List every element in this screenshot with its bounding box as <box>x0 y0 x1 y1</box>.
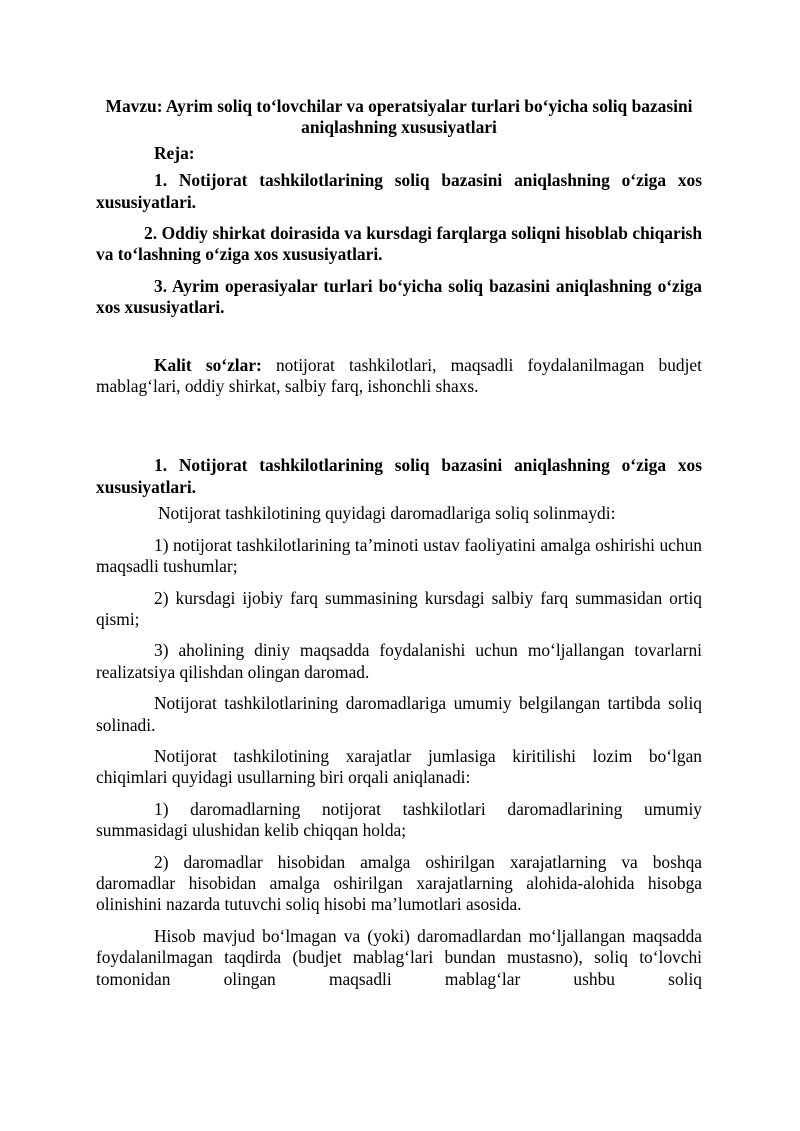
plan-item-3: 3. Ayrim operasiyalar turlari bo‘yicha soliq bazasini aniqlashning o‘ziga xos xususiyatlari. <box>96 275 702 318</box>
keywords-label: Kalit so‘zlar: <box>154 354 262 375</box>
body-paragraph: Notijorat tashkilotlarining daromadlariga umumiy belgilangan tartibda soliq solinadi. <box>96 693 702 735</box>
plan-label: Reja: <box>154 142 195 163</box>
body-paragraph: 1) daromadlarning notijorat tashkilotlari daromadlarining umumiy summasidagi ulushidan kelib chiqqan holda; <box>96 798 702 841</box>
body-paragraph: 2) kursdagi ijobiy farq summasining kursdagi salbiy farq summasidan ortiq qismi; <box>96 587 702 629</box>
body-paragraph: Notijorat tashkilotining quyidagi daromadlariga soliq solinmaydi: <box>158 503 616 524</box>
body-paragraph: 3) aholining diniy maqsadda foydalanishi uchun mo‘ljallangan tovarlarni realizatsiya qilishdan olingan daromad. <box>96 640 702 682</box>
section-heading: 1. Notijorat tashkilotlarining soliq bazasini aniqlashning o‘ziga xos xususiyatlari. <box>96 455 702 497</box>
document-body <box>96 96 702 990</box>
document-title: Mavzu: Ayrim soliq to‘lovchilar va operatsiyalar turlari bo‘yicha soliq bazasini aniqlashning xususiyatlari <box>105 96 693 138</box>
keywords-text: notijorat tashkilotlari, maqsadli foydalanilmagan budjet mablag‘lari, oddiy shirkat, salbiy farq, ishonchli shaxs. <box>96 354 702 397</box>
body-paragraph: Hisob mavjud bo‘lmagan va (yoki) daromadlardan mo‘ljallangan maqsadda foydalanilmagan taqdirda (budjet mablag‘lari bundan mustasno), soliq to‘lovchi tomonidan olingan maqsadli mablag‘lar ushbu soliq <box>96 925 702 989</box>
keywords-paragraph <box>96 355 702 398</box>
body-paragraph: 1) notijorat tashkilotlarining ta’minoti ustav faoliyatini amalga oshirishi uchun maqsadli tushumlar; <box>96 534 702 577</box>
body-paragraph: 2) daromadlar hisobidan amalga oshirilgan xarajatlarning va boshqa daromadlar hisobidan amalga oshirilgan xarajatlarning alohida-alohida hisobga olinishini nazarda tutuvchi soliq hisobi ma’lumotlari asosida. <box>96 851 702 915</box>
body-paragraph: Notijorat tashkilotining xarajatlar jumlasiga kiritilishi lozim bo‘lgan chiqimlari quyidagi usullarning biri orqali aniqlanadi: <box>96 745 702 788</box>
plan-item-2: 2. Oddiy shirkat doirasida va kursdagi farqlarga soliqni hisoblab chiqarish va to‘lashning o‘ziga xos xususiyatlari. <box>96 223 702 265</box>
plan-item-1: 1. Notijorat tashkilotlarining soliq bazasini aniqlashning o‘ziga xos xususiyatlari. <box>96 170 702 212</box>
